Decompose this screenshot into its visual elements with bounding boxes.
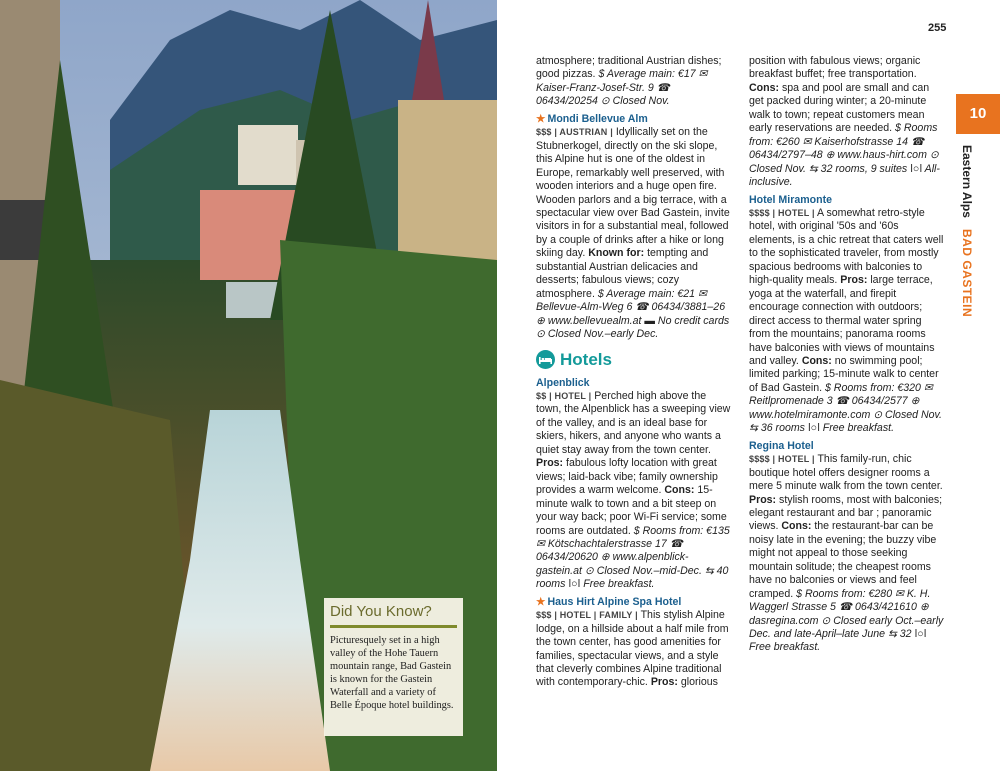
regina-pros-text: stylish rooms, most with balconies; elegant restaurant and bar ; panoramic views. bbox=[749, 493, 943, 533]
side-region: Eastern Alps bbox=[960, 145, 974, 218]
listing-regina bbox=[749, 453, 945, 655]
haus-hirt-cons-label: Cons: bbox=[749, 81, 780, 94]
mondi-name: Mondi Bellevue Alm bbox=[547, 112, 648, 125]
did-you-know-body: Picturesquely set in a high valley of the Hohe Tauern mountain range, Bad Gastein is known for the Gastein Waterfall and a variety of Belle Époque hotel buildings. bbox=[330, 635, 454, 711]
intro-text: atmosphere; traditional Austrian dishes; good pizzas. bbox=[536, 55, 722, 81]
bad-gastein-photo bbox=[0, 0, 497, 771]
star-icon: ★ bbox=[536, 595, 546, 608]
listing-name-regina: Regina Hotel bbox=[749, 439, 814, 452]
listing-mondi bbox=[536, 126, 732, 341]
intro-info: $ Average main: €17 ✉ Kaiser-Franz-Josef-Str. 9 ☎ 06434/20254 ⊙ Closed Nov. bbox=[536, 68, 708, 108]
listing-miramonte bbox=[749, 207, 945, 436]
star-icon: ★ bbox=[536, 112, 546, 125]
miramonte-text: A somewhat retro-style hotel, with original '50s and '60s elements, is a chic retreat that caters well to the sophisticated traveler, from mostly spacious bedrooms with balconies to high-quality meals. bbox=[749, 206, 944, 287]
mondi-meta: $$$ | AUSTRIAN | bbox=[536, 127, 613, 138]
regina-text: This family-run, chic boutique hotel offers designer rooms a mere 5 minute walk from the town center. bbox=[749, 453, 943, 493]
regina-info: $ Rooms from: €280 ✉ K. H. Waggerl Strasse 5 ☎ 0643/421610 ⊕ dasregina.com ⊙ Closed early Oct.–early Dec. and late-April–late June ⇆ 32 ǀ○ǀ Free breakfast. bbox=[749, 587, 944, 654]
did-you-know-box bbox=[324, 598, 463, 736]
intro-paragraph bbox=[536, 55, 732, 109]
alpenblick-pros-text: fabulous lofty location with great views; laid-back vibe; family ownership provides a warm welcome. bbox=[536, 457, 718, 497]
mondi-info: $ Average main: €21 ✉ Bellevue-Alm-Weg 6 ☎ 06434/3881–26 ⊕ www.bellevuealm.at ▬ No credit cards ⊙ Closed Nov.–early Dec. bbox=[536, 287, 730, 341]
did-you-know-title: Did You Know? bbox=[330, 603, 432, 620]
haus-hirt-cons-text: spa and pool are small and can get packed during winter; a 20-minute walk to town; repeat customers mean early reservations are needed. bbox=[749, 81, 930, 135]
bed-icon bbox=[536, 350, 555, 369]
regina-meta: $$$$ | HOTEL | bbox=[749, 454, 815, 465]
mondi-text: Idyllically set on the Stubnerkogel, directly on the ski slope, this Alpine hut is one of the oldest in Europe, remarkably well preserved, with wooden interiors and a huge open fire. Wooden parlors and a big terrace, with a spectacular view over Bad Gastein, invite visitors in for a substantial meal, followed by a couple of drinks after a hike or long skiing day. bbox=[536, 126, 730, 260]
alpenblick-pros-label: Pros: bbox=[536, 457, 564, 470]
haus-hirt-meta: $$$ | HOTEL | FAMILY | bbox=[536, 610, 638, 621]
did-you-know-rule bbox=[330, 625, 457, 628]
side-running-head bbox=[960, 145, 974, 317]
alpenblick-info: $ Rooms from: €135 ✉ Kötschachtalerstrasse 17 ☎ 06434/20620 ⊕ www.alpenblick-gastein.at ⊙ Closed Nov.–mid-Dec. ⇆ 40 rooms ǀ○ǀ Free breakfast. bbox=[536, 524, 730, 591]
hotels-heading bbox=[536, 347, 732, 373]
alpenblick-cons-text: 15-minute walk to town and a bit steep on your way back; poor Wi-Fi service; some rooms are outdated. bbox=[536, 484, 727, 537]
regina-pros-label: Pros: bbox=[749, 493, 777, 506]
haus-hirt-pros-text: glorious bbox=[677, 676, 718, 689]
text-column-2 bbox=[749, 55, 945, 655]
alpenblick-meta: $$ | HOTEL | bbox=[536, 390, 592, 401]
haus-hirt-cont-text: position with fabulous views; organic breakfast buffet; free transportation. bbox=[749, 55, 921, 81]
haus-hirt-pros-label: Pros: bbox=[650, 676, 678, 689]
miramonte-pros-text: large terrace, yoga at the waterfall, and firepit encourage connection with outdoors; direct access to thermal water spring from the mountains; panorama rooms have balconies with views of mountains and valley. bbox=[749, 274, 935, 367]
miramonte-cons-label: Cons: bbox=[801, 354, 832, 367]
miramonte-meta: $$$$ | HOTEL | bbox=[749, 207, 815, 218]
haus-hirt-continued bbox=[749, 55, 945, 190]
regina-cons-label: Cons: bbox=[781, 520, 812, 533]
listing-alpenblick bbox=[536, 390, 732, 592]
mondi-known-text: tempting and substantial Austrian delicacies and desserts; fabulous views; cozy atmosphere. bbox=[536, 247, 709, 300]
hotels-title: Hotels bbox=[560, 349, 612, 369]
haus-hirt-text: This stylish Alpine lodge, on a hillside about a half mile from the town center, has good amenities for families, spectacular views, and a style that cleverly combines Alpine traditional with contemporary-chic. bbox=[536, 609, 729, 689]
miramonte-pros-label: Pros: bbox=[840, 274, 868, 287]
regina-cons-text: the restaurant-bar can be noisy late in the evening; the buzzy vibe might not appeal to those seeking mountain solitude; the cheapest rooms have no balconies or views and feel cramped. bbox=[749, 520, 937, 600]
listing-name-haus-hirt bbox=[536, 596, 732, 609]
side-town: BAD GASTEIN bbox=[960, 229, 974, 318]
page-number: 255 bbox=[928, 22, 947, 34]
listing-name-miramonte: Hotel Miramonte bbox=[749, 193, 832, 206]
miramonte-cons-text: no swimming pool; limited parking; 15-minute walk to center of Bad Gastein. bbox=[749, 354, 939, 394]
listing-name-alpenblick: Alpenblick bbox=[536, 376, 590, 389]
text-column-1 bbox=[536, 55, 732, 690]
haus-hirt-info: $ Rooms from: €260 ✉ Kaiserhofstrasse 14 ☎ 06434/2797–48 ⊕ www.haus-hirt.com ⊙ Closed Nov. ⇆ 32 rooms, 9 suites ǀ○ǀ All-inclusive. bbox=[749, 122, 940, 189]
chapter-tab: 10 bbox=[956, 94, 1000, 134]
haus-hirt-name: Haus Hirt Alpine Spa Hotel bbox=[547, 595, 682, 608]
miramonte-info: $ Rooms from: €320 ✉ Reitlpromenade 3 ☎ 06434/2577 ⊕ www.hotelmiramonte.com ⊙ Closed Nov. ⇆ 36 rooms ǀ○ǀ Free breakfast. bbox=[749, 381, 942, 435]
listing-name-mondi bbox=[536, 113, 732, 126]
listing-haus-hirt bbox=[536, 609, 732, 690]
alpenblick-text: Perched high above the town, the Alpenblick has a sweeping view of the valley, and is an ideal base for skiers, hikers, and anyone who wants a quiet stay away from the town center. bbox=[536, 389, 731, 456]
alpenblick-cons-label: Cons: bbox=[664, 484, 695, 497]
mondi-known-label: Known for: bbox=[588, 247, 645, 260]
